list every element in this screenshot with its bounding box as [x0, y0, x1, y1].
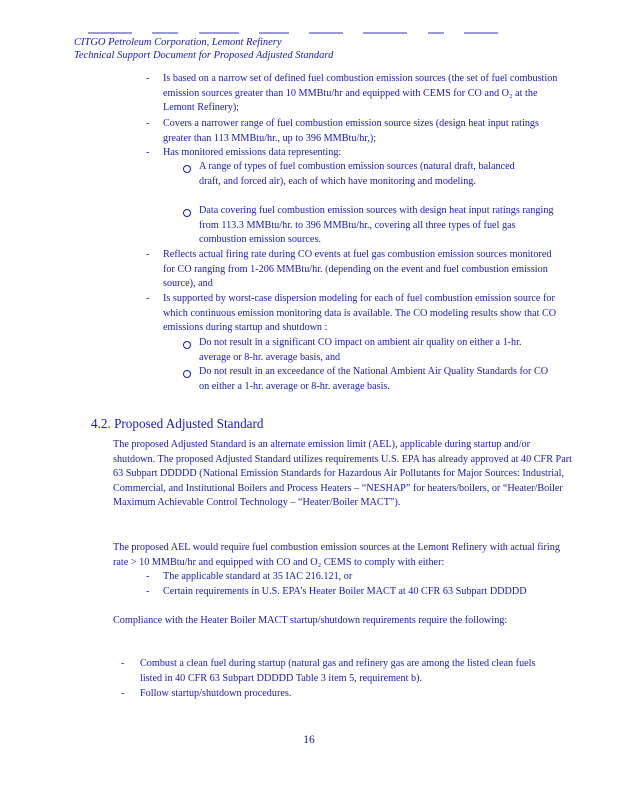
bullet-dash: - — [146, 571, 150, 582]
bullet-dash: - — [146, 73, 150, 84]
sub-bullet-circle — [183, 165, 191, 173]
sub-bullet-circle — [183, 209, 191, 217]
list-item: The applicable standard at 35 IAC 216.121, or — [163, 571, 353, 582]
bullet-dash: - — [146, 293, 150, 304]
bullet-dash: - — [146, 249, 150, 260]
bullet-dash: - — [146, 147, 150, 158]
list-item: Is based on a narrow set of defined fuel combustion emission sources (the set of fuel combustion emission sources greater than 10 MMBtu/hr and equipped with CEMS for CO and O₂ at the Lemont Refinery); — [163, 73, 558, 114]
paragraph: The proposed Adjusted Standard is an alternate emission limit (AEL), applicable during startup and/or shutdown. The proposed Adjusted Standard utilizes requirements U.S. EPA has already approved at 40 CFR Part 63 Subpart DDDDD (National Emission Standards for Hazardous Air Pollutants for Major Sources: Industrial, Commercial, and Institutional Boilers and Process Heaters – “NESHAP” for heaters/boilers, or “Heater/Boiler Maximum Achievable Control Technology – “Heater/Boiler MACT”). — [113, 439, 572, 509]
section-number: 4.2. — [91, 416, 111, 431]
header-company: CITGO Petroleum Corporation, Lemont Refinery — [74, 37, 282, 48]
paragraph: Compliance with the Heater Boiler MACT startup/shutdown requirements require the following: — [113, 615, 508, 626]
sub-bullet-circle — [183, 341, 191, 349]
sub-list-item: A range of types of fuel combustion emission sources (natural draft, balanced draft, and forced air), each of which have monitoring and modeling. — [199, 161, 515, 187]
list-item: Is supported by worst-case dispersion modeling for each of fuel combustion emission source for which continuous emission monitoring data is available. The CO modeling results show that CO emissions during startup and shutdown : — [163, 293, 557, 334]
document-header — [74, 37, 333, 62]
header-doc-title: Technical Support Document for Proposed Adjusted Standard — [74, 49, 334, 61]
bullet-dash: - — [121, 688, 125, 699]
list-item: Certain requirements in U.S. EPA’s Heater Boiler MACT at 40 CFR 63 Subpart DDDDD — [163, 586, 527, 597]
section-heading — [91, 417, 264, 432]
list-item: Covers a narrower range of fuel combustion emission source sizes (design heat input ratings greater than 113 MMBtu/hr., up to 396 MMBtu/hr,); — [163, 118, 539, 144]
paragraph: The proposed AEL would require fuel combustion emission sources at the Lemont Refinery with actual firing rate > 10 MMBtu/hr and equipped with CO and O₂ CEMS to comply with either: — [113, 542, 560, 568]
page-number: 16 — [303, 734, 315, 746]
section-title: Proposed Adjusted Standard — [114, 416, 264, 431]
bullet-dash: - — [121, 658, 125, 669]
list-item: Follow startup/shutdown procedures. — [140, 688, 292, 699]
list-item: Combust a clean fuel during startup (natural gas and refinery gas are among the listed clean fuels listed in 40 CFR 63 Subpart DDDDD Table 3 item 5, requirement b). — [140, 658, 536, 684]
bullet-dash: - — [146, 586, 150, 597]
list-item: Reflects actual firing rate during CO events at fuel gas combustion emission sources monitored for CO ranging from 1-206 MMBtu/hr. (depending on the event and fuel combustion emission source), and — [163, 249, 552, 290]
running-header-rule — [88, 30, 498, 36]
sub-list-item: Do not result in a significant CO impact on ambient air quality on either a 1-hr. average or 8-hr. average basis, and — [199, 337, 522, 363]
list-item: Has monitored emissions data representing: — [163, 147, 342, 158]
sub-list-item: Data covering fuel combustion emission sources with design heat input ratings ranging from 113.3 MMBtu/hr. to 396 MMBtu/hr., covering all three types of fuel gas combustion emission sources. — [199, 205, 554, 246]
sub-list-item: Do not result in an exceedance of the National Ambient Air Quality Standards for CO on either a 1-hr. average or 8-hr. average basis. — [199, 366, 549, 392]
bullet-dash: - — [146, 118, 150, 129]
sub-bullet-circle — [183, 370, 191, 378]
